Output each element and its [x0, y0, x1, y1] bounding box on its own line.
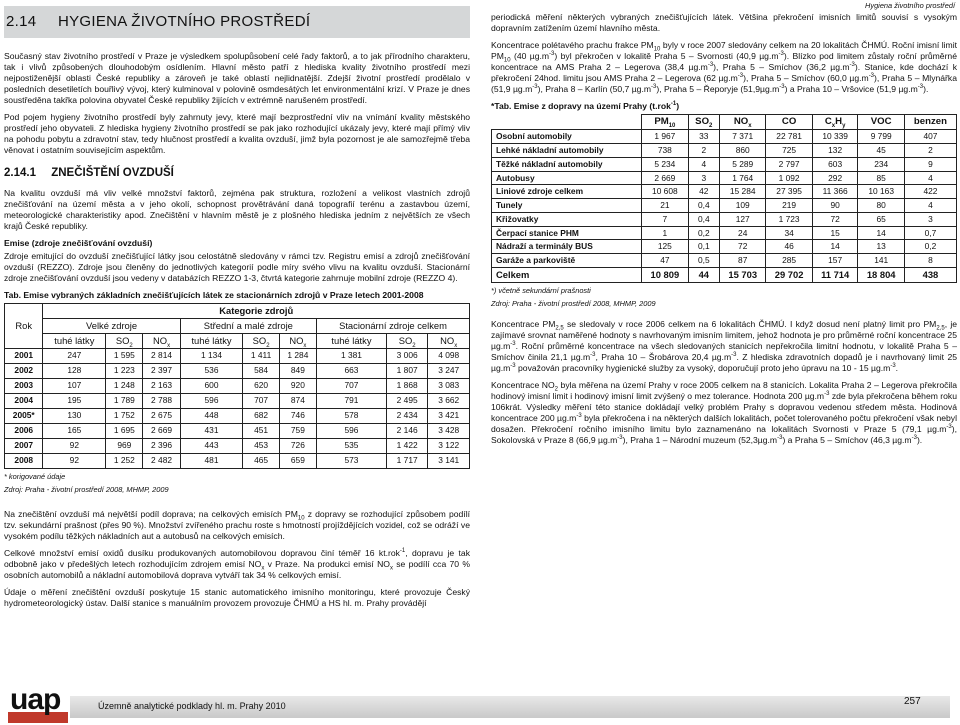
subhead-so2: $SO_2$: [386, 333, 427, 348]
table-row: [492, 185, 957, 199]
source-label: Křižovatky: [492, 212, 642, 226]
table1-caption: Tab. Emise vybraných základních znečišťujících látek ze stacionárních zdrojů v Praze letech 2001-2008: [4, 289, 424, 300]
air-quality-paragraph: Na kvalitu ovzduší má vliv velké množství faktorů, zejména pak struktura, rozložení a velikost vlastních zdrojů znečišťování na území města a v jeho okolí, schopnost provětrávání daná topografií terénu a zastavbou území, meteorologické charakteristiky apod. Znečištění v hlavním městě je z plošného hlediska jedním z největších ze všech krajů České republiky.: [4, 187, 470, 231]
value-cell: 15 703: [720, 267, 766, 282]
value-cell: 451: [243, 423, 279, 438]
value-cell: 5 234: [642, 157, 688, 171]
value-cell: 18 804: [858, 267, 904, 282]
value-cell: 422: [904, 185, 956, 199]
value-cell: 0,1: [688, 240, 719, 254]
value-cell: 1 411: [243, 348, 279, 363]
value-cell: 759: [279, 423, 316, 438]
value-cell: 157: [812, 254, 858, 268]
nox-paragraph: Celkové množství emisí oxidů dusíku produkovaných automobilovou dopravou činí téměř 16 kt.rok$^{-1}$, dopravu je tak odbobně jako v předešlých letech rozhodujícím zdrojem emisí $NO_x$ v Praze. Na produkci emisí $NO_x$ se podílí cca 70 % osobních automobilů a nákladní automobilová doprava vytváří tak 34 % celkových emisí.: [4, 547, 470, 580]
table-row: [492, 144, 957, 158]
value-cell: 1: [642, 226, 688, 240]
value-cell: 45: [858, 144, 904, 158]
source-label: Nádraží a terminály BUS: [492, 240, 642, 254]
value-cell: 2 163: [143, 378, 180, 393]
group-velke: Velké zdroje: [43, 318, 180, 333]
pollutant-header: CO: [766, 115, 812, 130]
value-cell: 584: [243, 363, 279, 378]
value-cell: 1 381: [317, 348, 387, 363]
year-cell: 2005*: [5, 408, 43, 423]
value-cell: 481: [180, 453, 243, 468]
value-cell: 3: [904, 212, 956, 226]
value-cell: 65: [858, 212, 904, 226]
source-label: Autobusy: [492, 171, 642, 185]
page-footer: [0, 678, 960, 725]
table-row: [5, 393, 470, 408]
value-cell: 22 781: [766, 130, 812, 144]
value-cell: 1 284: [279, 348, 316, 363]
value-cell: 0,2: [688, 226, 719, 240]
value-cell: 4: [904, 199, 956, 213]
value-cell: 2 669: [642, 171, 688, 185]
value-cell: 3 141: [428, 453, 470, 468]
value-cell: 1 092: [766, 171, 812, 185]
page-number: 257: [904, 696, 921, 707]
value-cell: 536: [180, 363, 243, 378]
table2-caption: *Tab. Emise z dopravy na území Prahy (t.rok$^{-1}$): [491, 101, 680, 111]
value-cell: 0,4: [688, 199, 719, 213]
value-cell: 1 695: [106, 423, 143, 438]
year-cell: 2006: [5, 423, 43, 438]
year-cell: 2002: [5, 363, 43, 378]
value-cell: 7 371: [720, 130, 766, 144]
value-cell: 11 366: [812, 185, 858, 199]
year-cell: 2008: [5, 453, 43, 468]
value-cell: 3 006: [386, 348, 427, 363]
value-cell: 0,7: [904, 226, 956, 240]
value-cell: 1 807: [386, 363, 427, 378]
value-cell: 1 248: [106, 378, 143, 393]
value-cell: 453: [243, 438, 279, 453]
value-cell: 0,2: [904, 240, 956, 254]
value-cell: 2 814: [143, 348, 180, 363]
section-number: 2.14: [6, 13, 37, 31]
source-label: Lehké nákladní automobily: [492, 144, 642, 158]
value-cell: 707: [317, 378, 387, 393]
value-cell: 109: [720, 199, 766, 213]
value-cell: 1 789: [106, 393, 143, 408]
value-cell: 4: [688, 157, 719, 171]
table2-body: [492, 130, 957, 283]
value-cell: 2 146: [386, 423, 427, 438]
year-cell: 2001: [5, 348, 43, 363]
value-cell: 3 662: [428, 393, 470, 408]
value-cell: 663: [317, 363, 387, 378]
category-header: Kategorie zdrojů: [43, 303, 470, 318]
value-cell: 600: [180, 378, 243, 393]
table-row: [492, 171, 957, 185]
value-cell: 15 284: [720, 185, 766, 199]
value-cell: 219: [766, 199, 812, 213]
value-cell: 2 669: [143, 423, 180, 438]
value-cell: 4 098: [428, 348, 470, 363]
value-cell: 2: [904, 144, 956, 158]
value-cell: 738: [642, 144, 688, 158]
stationary-emissions-table: [4, 303, 470, 469]
value-cell: 726: [279, 438, 316, 453]
value-cell: 3 421: [428, 408, 470, 423]
left-column: [4, 6, 470, 615]
value-cell: 72: [720, 240, 766, 254]
value-cell: 465: [243, 453, 279, 468]
value-cell: 141: [858, 254, 904, 268]
pollutant-header: VOC: [858, 115, 904, 130]
value-cell: 87: [720, 254, 766, 268]
value-cell: 128: [43, 363, 106, 378]
value-cell: 29 702: [766, 267, 812, 282]
value-cell: 90: [812, 199, 858, 213]
value-cell: 849: [279, 363, 316, 378]
value-cell: 874: [279, 393, 316, 408]
value-cell: 10 163: [858, 185, 904, 199]
value-cell: 596: [317, 423, 387, 438]
value-cell: 92: [43, 453, 106, 468]
table2-header-row: [492, 115, 957, 130]
transport-emissions-table: [491, 114, 957, 283]
value-cell: 33: [688, 130, 719, 144]
table-row: [492, 240, 957, 254]
value-cell: 3 122: [428, 438, 470, 453]
value-cell: 127: [720, 212, 766, 226]
source-label: Osobní automobily: [492, 130, 642, 144]
subhead-nox: $NO_x$: [143, 333, 180, 348]
table-row: [492, 226, 957, 240]
value-cell: 8: [904, 254, 956, 268]
year-cell: 2007: [5, 438, 43, 453]
value-cell: 165: [43, 423, 106, 438]
value-cell: 2 396: [143, 438, 180, 453]
pollutant-header: $C_xH_y$: [812, 115, 858, 130]
value-cell: 2 434: [386, 408, 427, 423]
intro-paragraph-1: Současný stav životního prostředí v Praze je výsledkem spolupůsobení celé řady faktorů, a to jak přírodního charakteru, tak i vlivů způsobených dlouhodobým osídlením. Hlavní město patří z hlediska kvality životního prostředí mezi nejpostiženější oblasti České republiky a zároveň je také oblastí nejlidnatější. Zdejší životní prostředí prodělalo v posledních desetiletích bouřlivý vývoj, který kulminoval v polovině osmdesátých let environmentální krizí. V Praze je dnes soustředěna takřka polovina obyvatel České republiky žijících v extrémně narušeném prostředí.: [4, 51, 470, 105]
table-row: [5, 423, 470, 438]
value-cell: 1 717: [386, 453, 427, 468]
table-row: [492, 254, 957, 268]
value-cell: 1 868: [386, 378, 427, 393]
value-cell: 14: [812, 240, 858, 254]
year-cell: 2003: [5, 378, 43, 393]
value-cell: 438: [904, 267, 956, 282]
value-cell: 9: [904, 157, 956, 171]
value-cell: 46: [766, 240, 812, 254]
value-cell: 9 799: [858, 130, 904, 144]
table-row: [492, 199, 957, 213]
value-cell: 85: [858, 171, 904, 185]
value-cell: 234: [858, 157, 904, 171]
pollutant-header: $NO_x$: [720, 115, 766, 130]
value-cell: 132: [812, 144, 858, 158]
value-cell: 1 134: [180, 348, 243, 363]
value-cell: 15: [812, 226, 858, 240]
value-cell: 5 289: [720, 157, 766, 171]
no2-paragraph: Koncentrace $NO_2$ byla měřena na území Prahy v roce 2005 celkem na 8 stanicích. Lokalita Praha 2 – Legerova překročila hodinový imisní limit i hodinový imisní limit zvýšený o mez tolerance. Hodnota 200 $\mu g.m^{-3}$ zde byla překročena během roku 106krát. Výsledky měření této stanice dokládají velký problém Prahy s dopravou vedenou středem města. Hodinová koncentrace 200 $\mu g.m^{-3}$ byla překročena i na některých dalších lokalitách, počet tolerovaného počtu překročení však nebyl dosažen. Překročení ročního imisního limitu bylo zaznamenáno na lokalitách Svornosti v Praze 5 (79,1 $\mu g.m^{-3}$), Sokolovská v Praze 8 (66,9 $\mu g.m^{-3}$), Praha 1 – Národní muzeum $(52,3\mu g.m^{-3})$ a Praha 5 – Smíchov (46,3 $\mu g.m^{-3}$).: [491, 379, 958, 445]
table1-source: Zdroj: Praha - životní prostředí 2008, MHMP, 2009: [4, 485, 169, 495]
value-cell: 659: [279, 453, 316, 468]
subhead-tuhe-latky: tuhé látky: [43, 333, 106, 348]
table2-corner: [492, 115, 642, 130]
logo-text: uap: [10, 683, 61, 716]
value-cell: 24: [720, 226, 766, 240]
value-cell: 707: [243, 393, 279, 408]
monitoring-paragraph: Údaje o měření znečištění ovzduší poskytuje 15 stanic automatického imisního monitoringu, které provozuje Český hydrometeorologický ústav. Další stanice s manuálním provozem provozuje ČHMÚ a HS hl. m. Prahy provádějí: [4, 586, 470, 608]
table-row: [492, 267, 957, 282]
pm25-paragraph: Koncentrace $PM_{2,5}$ se sledovaly v roce 2006 celkem na 6 lokalitách ČHMÚ. I když dosud není platný limit pro $PM_{2,5}$, je zajímavé srovnat naměřené hodnoty s navrhovaným imisním limitem, jehož hodnota je pro průměrné roční koncentrace 25 $\mu g.m^{-3}$. Roční průměrné koncentrace na všech sledovaných stanicích nepřekročila limitní hodnotu, v lokalitě Praha 5 – Smíchov činila 21,1 $\mu g.m^{-3}$, Praha 10 – Šrobárova 20,4 $\mu g.m^{-3}$. Z hlediska zdravotních dopadů je i navrhovaný limit 25 $\mu g.m^{-3}$ považován pracovníky hygienické služby za vysoký, doporučují proto jeho úpravu na 10 - 15 $\mu g.m^{-3}$.: [491, 318, 958, 373]
value-cell: 725: [766, 144, 812, 158]
value-cell: 34: [766, 226, 812, 240]
section-title: HYGIENA ŽIVOTNÍHO PROSTŘEDÍ: [58, 13, 311, 31]
subhead-so2: $SO_2$: [106, 333, 143, 348]
source-label: Celkem: [492, 267, 642, 282]
value-cell: 596: [180, 393, 243, 408]
value-cell: 107: [43, 378, 106, 393]
table-row: [5, 408, 470, 423]
value-cell: 2 482: [143, 453, 180, 468]
value-cell: 92: [43, 438, 106, 453]
value-cell: 791: [317, 393, 387, 408]
table1-note: * korigované údaje: [4, 471, 66, 481]
value-cell: 682: [243, 408, 279, 423]
value-cell: 920: [279, 378, 316, 393]
subhead-nox: $NO_x$: [279, 333, 316, 348]
value-cell: 10 608: [642, 185, 688, 199]
value-cell: 860: [720, 144, 766, 158]
pm10-paragraph: Koncentrace polétavého prachu frakce $PM_{10}$ byly v roce 2007 sledovány celkem na 20 lokalitách ČHMÚ. Roční imisní limit $PM_{10}$ (40 $\mu g.m^{-3}$) byl překročen v lokalitě Praha 5 – Svornosti (40,9 $\mu g.m^{-3}$). Blízko pod limitem zůstaly roční průměrné koncentrace na AMS Praha 2 – Legerova (38,4 $\mu g.m^{-3}$), Praha 5 – Smíchov (36,2 $\mu g.m^{-3}$). Stanice, kde dochází k překročení 24hod. limitu jsou AMS Praha 2 – Legerova (62 $\mu g.m^{-3}$), Praha 5 – Smíchov (60,0 $\mu g.m^{-3}$), Praha 5 – Mlynářka (51,9 $\mu g.m^{-3}$), Praha 8 – Karlín (50,7 $\mu g.m^{-3}$), Praha 5 – Řeporyje $(51,9\mu g.m^{-3})$ a Praha 10 – Vršovice (51,9 $\mu g.m^{-3}$).: [491, 40, 957, 94]
value-cell: 13: [858, 240, 904, 254]
value-cell: 2 788: [143, 393, 180, 408]
source-label: Garáže a parkoviště: [492, 254, 642, 268]
value-cell: 1 223: [106, 363, 143, 378]
value-cell: 21: [642, 199, 688, 213]
value-cell: 1 967: [642, 130, 688, 144]
value-cell: 44: [688, 267, 719, 282]
value-cell: 292: [812, 171, 858, 185]
table1-body: [5, 348, 470, 468]
source-label: Těžké nákladní automobily: [492, 157, 642, 171]
value-cell: 195: [43, 393, 106, 408]
intro-paragraph-2: Pod pojem hygieny životního prostředí byly zahrnuty jevy, které mají bezprostřední vliv na vnímání kvality městského prostředí jeho obyvateli. Z hlediska hygieny životního prostředí se pak jako rozhodující ukázaly jevy, které mají přímý vliv na pohodu pobytu a zdravotní stav, tedy hlučnost prostředí a kvalita ovzduší, jimž byla pozornost je ale samozřejmě třeba věnovat i ostatním souvisejícím aspektům.: [4, 112, 470, 155]
section-title-bar: [4, 6, 470, 38]
right-column: [491, 0, 957, 452]
source-label: Tunely: [492, 199, 642, 213]
value-cell: 47: [642, 254, 688, 268]
value-cell: 969: [106, 438, 143, 453]
table-row: [5, 363, 470, 378]
emission-paragraph: Zdroje emitující do ovzduší znečišťující látky jsou celostátně sledovány v rámci tzv. Registru emisí a zdrojů znečišťování ovzduší (REZZO). Zdroje jsou členěny do jednotlivých kategorií podle míry svého vlivu na kvalitu ovzduší. Stacionární zdroje znečišťování ovzduší jsou vedeny v databázích REZZO 1-3, čtvrtá kategorie zahrnuje mobilní zdroje (REZZO 4).: [4, 250, 470, 283]
table-row: [492, 157, 957, 171]
group-celkem: Stacionární zdroje celkem: [317, 318, 470, 333]
value-cell: 603: [812, 157, 858, 171]
subsection-number: 2.14.1: [4, 167, 36, 179]
value-cell: 2 495: [386, 393, 427, 408]
table2-source: Zdroj: Praha - životní prostředí 2008, MHMP, 2009: [491, 299, 656, 309]
value-cell: 535: [317, 438, 387, 453]
value-cell: 3 083: [428, 378, 470, 393]
pollutant-header: $PM_{10}$: [642, 115, 688, 130]
value-cell: 1 723: [766, 212, 812, 226]
table-row: [492, 212, 957, 226]
table-row: [5, 378, 470, 393]
pollutant-header: $SO_2$: [688, 115, 719, 130]
subhead-so2: $SO_2$: [243, 333, 279, 348]
value-cell: 4: [904, 171, 956, 185]
source-label: Liniové zdroje celkem: [492, 185, 642, 199]
year-cell: 2004: [5, 393, 43, 408]
subhead-tuhe-latky: tuhé látky: [317, 333, 387, 348]
value-cell: 431: [180, 423, 243, 438]
value-cell: 11 714: [812, 267, 858, 282]
group-stredni: Střední a malé zdroje: [180, 318, 316, 333]
table-row: [5, 453, 470, 468]
source-label: Čerpací stanice PHM: [492, 226, 642, 240]
value-cell: 285: [766, 254, 812, 268]
subsection-heading: [4, 166, 470, 181]
value-cell: 746: [279, 408, 316, 423]
value-cell: 1 252: [106, 453, 143, 468]
value-cell: 27 395: [766, 185, 812, 199]
value-cell: 130: [43, 408, 106, 423]
subhead-tuhe-latky: tuhé látky: [180, 333, 243, 348]
subhead-nox: $NO_x$: [428, 333, 470, 348]
value-cell: 0,4: [688, 212, 719, 226]
emission-heading: Emise (zdroje znečišťování ovzduší): [4, 237, 153, 248]
uap-logo: [8, 681, 68, 723]
value-cell: 2 675: [143, 408, 180, 423]
value-cell: 2 397: [143, 363, 180, 378]
value-cell: 573: [317, 453, 387, 468]
value-cell: 10 339: [812, 130, 858, 144]
value-cell: 1 752: [106, 408, 143, 423]
value-cell: 620: [243, 378, 279, 393]
table2-note: *) včetně sekundární prašnosti: [491, 285, 591, 295]
table-row: [5, 438, 470, 453]
value-cell: 72: [812, 212, 858, 226]
value-cell: 1 764: [720, 171, 766, 185]
value-cell: 10 809: [642, 267, 688, 282]
value-cell: 1 422: [386, 438, 427, 453]
value-cell: 3 247: [428, 363, 470, 378]
value-cell: 125: [642, 240, 688, 254]
running-header: Hygiena životního prostředí: [865, 1, 955, 10]
value-cell: 3: [688, 171, 719, 185]
value-cell: 42: [688, 185, 719, 199]
value-cell: 0,5: [688, 254, 719, 268]
table-row: [492, 130, 957, 144]
table-row: [5, 348, 470, 363]
transport-paragraph: Na znečištění ovzduší má největší podíl doprava; na celkových emisích $PM_{10}$ z dopravy se rozhodující způsobem podílí tzv. sekundární prašnost (přes 90 %). Množství zvířeného prachu roste s hmotností projíždějících vozidel, což se odráží ve vysokém podílu těžkých nákladních aut a autobusů na celkových emisích.: [4, 508, 470, 541]
value-cell: 7: [642, 212, 688, 226]
value-cell: 2 797: [766, 157, 812, 171]
value-cell: 80: [858, 199, 904, 213]
value-cell: 443: [180, 438, 243, 453]
table1-subheader-row: [5, 333, 470, 348]
value-cell: 14: [858, 226, 904, 240]
limits-paragraph: periodická měření některých vybraných znečišťujících látek. Většina překročení imisních limitů souvisí s vysokým dopravním zatížením území hlavního města.: [491, 12, 957, 33]
footer-text: Územně analytické podklady hl. m. Prahy 2010: [98, 701, 286, 711]
value-cell: 578: [317, 408, 387, 423]
col-rok: Rok: [5, 303, 43, 348]
value-cell: 3 428: [428, 423, 470, 438]
value-cell: 407: [904, 130, 956, 144]
value-cell: 448: [180, 408, 243, 423]
subsection-title: ZNEČIŠTĚNÍ OVZDUŠÍ: [51, 167, 174, 179]
value-cell: 247: [43, 348, 106, 363]
value-cell: 2: [688, 144, 719, 158]
value-cell: 1 595: [106, 348, 143, 363]
pollutant-header: benzen: [904, 115, 956, 130]
